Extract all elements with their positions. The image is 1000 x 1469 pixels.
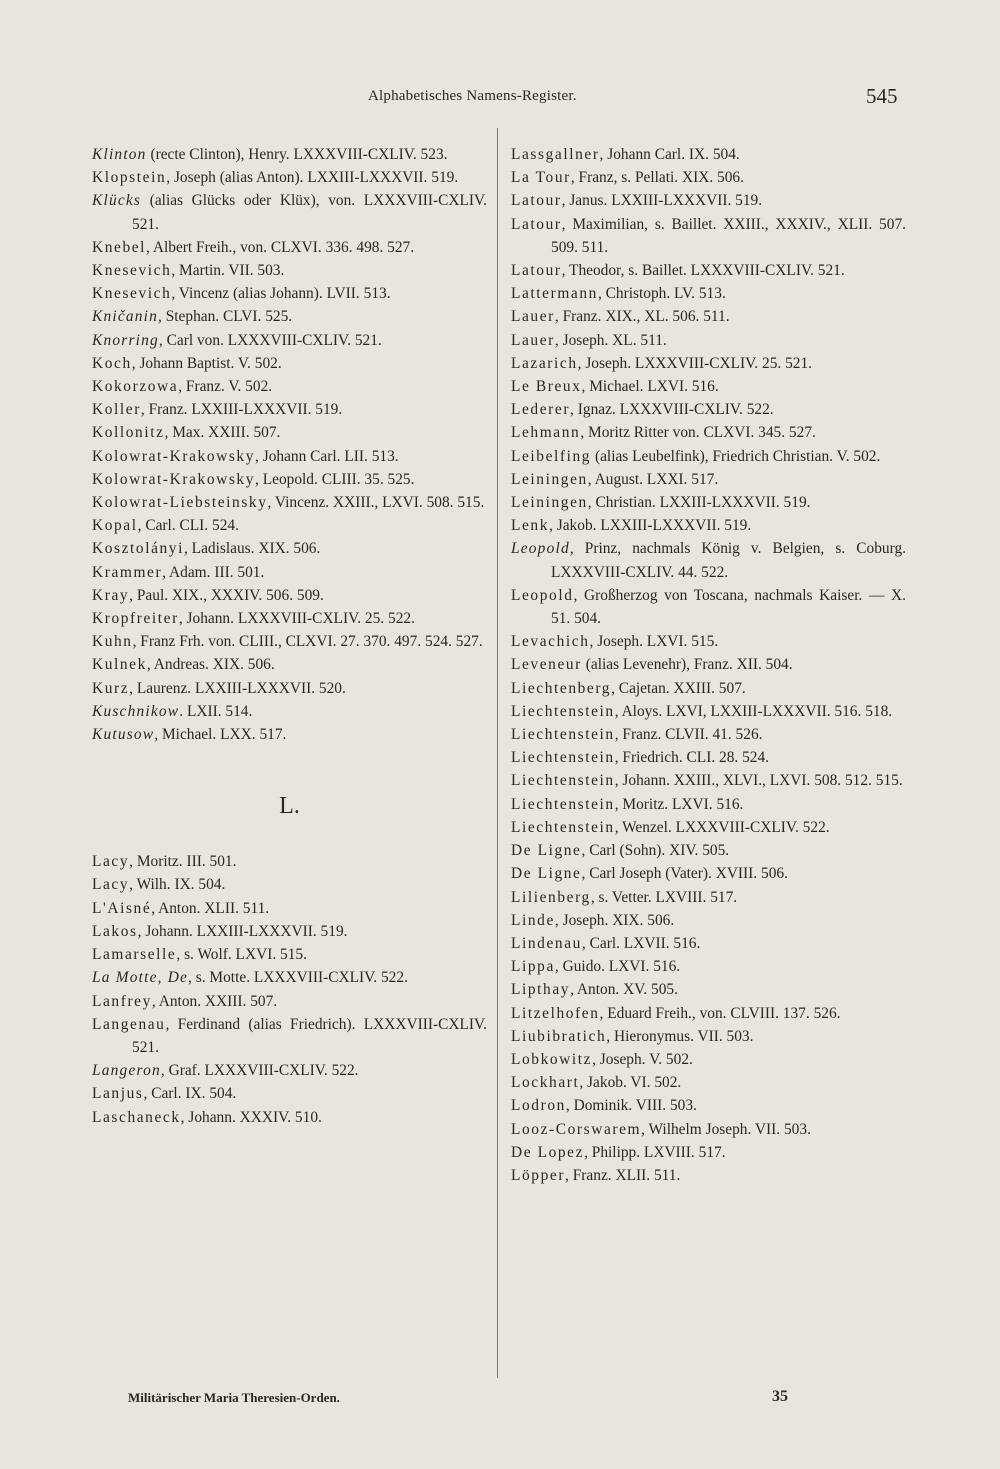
entry-references: , Christoph. LV. 513. — [597, 285, 726, 303]
index-entry — [92, 329, 487, 352]
entry-references: , Franz, s. Pellati. XIX. 506. — [570, 169, 744, 187]
index-entry — [92, 630, 487, 653]
index-entry — [92, 282, 487, 305]
index-entry — [92, 236, 487, 259]
index-entry — [511, 305, 906, 328]
entry-name: Lacy — [92, 876, 130, 894]
entry-references: , Maximilian, s. Baillet. XXIII., XXXIV., XLII. 507. 509. 511. — [551, 215, 906, 256]
index-entry — [92, 873, 487, 896]
entry-references: , Wilhelm Joseph. VII. 503. — [641, 1120, 811, 1138]
entry-name: Kosztolányi — [92, 540, 184, 558]
entry-references: , Johann Carl. LII. 513. — [255, 447, 399, 465]
index-entry — [511, 189, 906, 212]
entry-references: , Anton. XLII. 511. — [151, 899, 270, 917]
entry-references: , Moritz Ritter von. CLXVI. 345. 527. — [580, 424, 816, 442]
entry-name: Kolowrat-Liebsteinsky — [92, 494, 268, 512]
entry-references: , Joseph. V. 502. — [592, 1050, 693, 1068]
entry-references: , Ladislaus. XIX. 506. — [183, 540, 321, 558]
entry-references: , Franz. CLVII. 41. 526. — [614, 726, 763, 744]
entry-references: , Philipp. LXVIII. 517. — [584, 1143, 726, 1161]
entry-name: Kutusow — [92, 726, 155, 744]
entry-references: , Johann. XXXIV. 510. — [180, 1108, 322, 1126]
entry-name: Kurz — [92, 679, 130, 697]
entry-name: Liechtenstein — [511, 772, 615, 790]
index-entry — [511, 886, 906, 909]
entry-name: Kopal — [92, 517, 138, 535]
index-entry — [92, 537, 487, 560]
entry-name: La Motte, De — [92, 969, 189, 987]
index-entry — [511, 862, 906, 885]
entry-references: , Carl (Sohn). XIV. 505. — [581, 842, 730, 860]
index-entry — [92, 1013, 487, 1059]
entry-references: , August. LXXI. 517. — [587, 470, 719, 488]
entry-references: , Guido. LXVI. 516. — [554, 958, 681, 976]
index-entry — [511, 584, 906, 630]
entry-name: Kolowrat-Krakowsky — [92, 470, 256, 488]
index-entry — [92, 897, 487, 920]
entry-references: , Carl Joseph (Vater). XVIII. 506. — [581, 865, 788, 883]
index-entry — [92, 966, 487, 989]
signature-number: 35 — [772, 1388, 788, 1405]
index-entry — [92, 445, 487, 468]
index-entry — [92, 259, 487, 282]
l-entries — [92, 850, 487, 1128]
entry-references: , Joseph. LXXXVIII-CXLIV. 25. 521. — [577, 354, 813, 372]
entry-name: Lassgallner — [511, 146, 600, 163]
entry-name: L'Aisné — [92, 899, 152, 917]
entry-name: Leiningen — [511, 494, 588, 512]
index-entry — [511, 978, 906, 1001]
entry-references: , Vincenz. XXIII., LXVI. 508. 515. — [267, 494, 485, 512]
entry-references: , Michael. LXVI. 516. — [581, 378, 719, 396]
entry-references: , Andreas. XIX. 506. — [146, 656, 275, 674]
entry-references: (alias Glücks oder Klüx), von. LXXXVIII-CXLIV. 521. — [132, 192, 487, 233]
entry-references: , Vincenz (alias Johann). LVII. 513. — [171, 285, 391, 303]
index-entry — [511, 769, 906, 792]
entry-references: , Großherzog von Toscana, nachmals Kaiser. — X. 51. 504. — [551, 586, 906, 628]
entry-name: Leibelfing — [511, 447, 592, 465]
index-entry — [511, 514, 906, 537]
entry-references: , Stephan. CLVI. 525. — [158, 308, 293, 326]
index-entry — [511, 700, 906, 723]
entry-references: , Adam. III. 501. — [162, 563, 265, 581]
entry-name: De Ligne — [511, 842, 582, 860]
entry-name: Lanfrey — [92, 992, 152, 1010]
index-entry — [92, 491, 487, 514]
entry-name: Lipthay — [511, 981, 571, 999]
entry-references: , Aloys. LXVI, LXXIII-LXXXVII. 516. 518. — [614, 702, 893, 720]
index-entry — [92, 1106, 487, 1129]
entry-references: , Albert Freih., von. CLXVI. 336. 498. 527. — [146, 238, 415, 256]
index-entry — [511, 677, 906, 700]
index-entry — [511, 259, 906, 282]
index-entry — [511, 1141, 906, 1164]
entry-references: , Prinz, nachmals König v. Belgien, s. Coburg. LXXXVIII-CXLIV. 44. 522. — [551, 540, 906, 581]
entry-name: Lacy — [92, 853, 130, 871]
entry-references: , Michael. LXX. 517. — [154, 726, 287, 744]
entry-references: , Carl von. LXXXVIII-CXLIV. 521. — [158, 331, 382, 349]
index-entry — [92, 700, 487, 723]
entry-references: , Franz. XLII. 511. — [565, 1166, 681, 1184]
entry-name: Litzelhofen — [511, 1004, 600, 1022]
entry-name: Leopold — [511, 586, 574, 604]
entry-references: , Joseph. LXVI. 515. — [589, 633, 719, 651]
entry-name: Liechtenberg — [511, 679, 612, 697]
entry-name: De Lopez — [511, 1143, 585, 1161]
page-number: 545 — [866, 84, 898, 108]
entry-name: Leiningen — [511, 470, 588, 488]
entry-name: Lenk — [511, 517, 550, 535]
index-entry — [92, 398, 487, 421]
index-entry — [511, 653, 906, 676]
index-entry — [92, 943, 487, 966]
index-entry — [511, 1048, 906, 1071]
index-entry — [511, 909, 906, 932]
index-entry — [92, 421, 487, 444]
entry-references: , Laurenz. LXXIII-LXXXVII. 520. — [129, 679, 346, 697]
entry-name: Krammer — [92, 563, 163, 581]
entry-name: Latour — [511, 262, 562, 280]
entry-references: , Moritz. III. 501. — [129, 853, 237, 871]
entry-references: , Wenzel. LXXXVIII-CXLIV. 522. — [614, 818, 830, 836]
entry-references: , Franz. XIX., XL. 506. 511. — [554, 308, 730, 326]
index-entry — [92, 723, 487, 746]
index-entry — [92, 375, 487, 398]
footer-signature: Militärischer Maria Theresien-Orden. — [128, 1390, 340, 1405]
entry-name: Leopold — [511, 540, 570, 558]
entry-references: , s. Wolf. LXVI. 515. — [176, 946, 307, 964]
right-column — [511, 143, 906, 1187]
entry-references: , Theodor, s. Baillet. LXXXVIII-CXLIV. 521. — [561, 262, 845, 280]
entry-name: Klopstein — [92, 169, 167, 187]
entry-references: , Max. XXIII. 507. — [164, 424, 281, 442]
entry-name: Koch — [92, 354, 132, 372]
entry-name: Knebel — [92, 238, 147, 256]
entry-name: Koller — [92, 401, 141, 419]
entry-references: , Jakob. LXXIII-LXXXVII. 519. — [549, 517, 752, 535]
entry-name: Lakos — [92, 922, 138, 940]
running-header: Alphabetisches Namens-Register. — [368, 88, 577, 104]
index-entry — [511, 166, 906, 189]
k-entries — [92, 143, 487, 746]
entry-references: , Carl. LXVII. 516. — [581, 934, 701, 952]
entry-name: Langenau — [92, 1015, 166, 1033]
index-entry — [92, 584, 487, 607]
entry-references: , Jakob. VI. 502. — [579, 1074, 682, 1092]
entry-references: , Anton. XV. 505. — [570, 981, 678, 999]
entry-name: Lindenau — [511, 934, 582, 952]
entry-references: , s. Vetter. LXVIII. 517. — [590, 888, 738, 906]
entry-references: , Ignaz. LXXXVIII-CXLIV. 522. — [570, 401, 774, 419]
entry-references: , Eduard Freih., von. CLVIII. 137. 526. — [599, 1004, 841, 1022]
index-entry — [92, 677, 487, 700]
entry-name: Latour — [511, 192, 562, 210]
index-entry — [511, 398, 906, 421]
entry-name: Löpper — [511, 1166, 566, 1184]
index-entry — [92, 1059, 487, 1082]
entry-name: Kokorzowa — [92, 378, 179, 396]
index-entry — [511, 1002, 906, 1025]
entry-references: , Joseph. XL. 511. — [554, 331, 667, 349]
entry-name: Kray — [92, 586, 130, 604]
entry-references: . LXII. 514. — [179, 702, 253, 720]
entry-name: Liechtenstein — [511, 795, 615, 813]
index-entry — [511, 932, 906, 955]
entry-name: Knesevich — [92, 285, 172, 303]
entry-references: , Wilh. IX. 504. — [129, 876, 226, 894]
column-divider — [497, 128, 498, 1378]
entry-references: , Leopold. CLIII. 35. 525. — [255, 470, 415, 488]
index-entry — [92, 990, 487, 1013]
entry-name: Kuhn — [92, 633, 133, 651]
entry-references: , Franz. V. 502. — [178, 378, 273, 396]
entry-name: Klinton — [92, 146, 147, 163]
entry-name: Leveneur — [511, 656, 582, 674]
entry-name: La Tour — [511, 169, 571, 187]
index-entry — [511, 143, 906, 166]
index-entry — [511, 1025, 906, 1048]
entry-name: Kničanin — [92, 308, 159, 326]
entry-references: , Carl. IX. 504. — [143, 1085, 237, 1103]
entry-name: Knesevich — [92, 262, 172, 280]
entry-name: Klücks — [92, 192, 142, 210]
entry-name: Lattermann — [511, 285, 598, 303]
entry-name: Kuschnikow — [92, 702, 180, 720]
index-entry — [511, 1071, 906, 1094]
index-entry — [92, 561, 487, 584]
index-entry — [511, 282, 906, 305]
index-entry — [92, 920, 487, 943]
entry-references: , Ferdinand (alias Friedrich). LXXXVIII-CXLIV. 521. — [132, 1015, 487, 1056]
entry-references: , Graf. LXXXVIII-CXLIV. 522. — [160, 1062, 359, 1080]
index-entry — [92, 850, 487, 873]
entry-references: , Hieronymus. VII. 503. — [606, 1027, 754, 1045]
entry-name: Lockhart — [511, 1074, 580, 1092]
entry-name: Linde — [511, 911, 555, 929]
index-entry — [511, 468, 906, 491]
entry-references: , Cajetan. XXIII. 507. — [611, 679, 746, 697]
entry-references: , Johann. LXXXVIII-CXLIV. 25. 522. — [178, 610, 415, 628]
entry-references: , Johann Baptist. V. 502. — [131, 354, 282, 372]
entry-references: , Carl. CLI. 524. — [137, 517, 239, 535]
entry-name: Lodron — [511, 1097, 566, 1115]
entry-name: Liubibratich — [511, 1027, 607, 1045]
index-entry — [511, 445, 906, 468]
index-entry — [92, 166, 487, 189]
entry-references: , Joseph. XIX. 506. — [554, 911, 675, 929]
entry-references: , Friedrich. CLI. 28. 524. — [614, 749, 770, 767]
index-entry — [92, 143, 487, 166]
entry-name: Lederer — [511, 401, 571, 419]
index-entry — [511, 375, 906, 398]
entry-references: , Christian. LXXIII-LXXXVII. 519. — [587, 494, 811, 512]
entry-name: Laschaneck — [92, 1108, 181, 1126]
l-entries-continued — [511, 143, 906, 1187]
entry-name: Liechtenstein — [511, 818, 615, 836]
entry-name: Lilienberg — [511, 888, 591, 906]
entry-name: Liechtenstein — [511, 702, 615, 720]
entry-references: , Paul. XIX., XXXIV. 506. 509. — [129, 586, 324, 604]
entry-references: , Janus. LXXIII-LXXXVII. 519. — [561, 192, 763, 210]
index-entry — [92, 352, 487, 375]
index-entry — [92, 189, 487, 235]
entry-references: , Franz Frh. von. CLIII., CLXVI. 27. 370. 497. 524. 527. — [132, 633, 483, 651]
entry-references: , Joseph (alias Anton). LXXIII-LXXXVII. 519. — [166, 169, 459, 187]
entry-name: Langeron — [92, 1062, 161, 1080]
entry-name: Kropfreiter — [92, 610, 179, 628]
entry-name: Kollonitz — [92, 424, 165, 442]
index-entry — [92, 607, 487, 630]
entry-name: Looz-Corswarem — [511, 1120, 642, 1138]
index-entry — [511, 421, 906, 444]
entry-name: Lazarich — [511, 354, 578, 372]
index-entry — [511, 329, 906, 352]
entry-references: , Johann. LXXIII-LXXXVII. 519. — [137, 922, 348, 940]
entry-references: , Anton. XXIII. 507. — [151, 992, 278, 1010]
index-entry — [511, 1118, 906, 1141]
index-entry — [511, 816, 906, 839]
left-column — [92, 143, 487, 1129]
entry-references: (alias Leubelfink), Friedrich Christian. V. 502. — [591, 447, 881, 465]
index-entry — [92, 1082, 487, 1105]
index-entry — [92, 653, 487, 676]
entry-name: Knorring — [92, 331, 159, 349]
index-entry — [92, 305, 487, 328]
entry-name: Lippa — [511, 958, 555, 976]
entry-references: (alias Levenehr), Franz. XII. 504. — [581, 656, 793, 674]
entry-references: , Martin. VII. 503. — [171, 262, 285, 280]
index-entry — [511, 1094, 906, 1117]
index-entry — [511, 955, 906, 978]
entry-name: Liechtenstein — [511, 726, 615, 744]
index-entry — [511, 723, 906, 746]
index-entry — [511, 793, 906, 816]
entry-references: (recte Clinton), Henry. LXXXVIII-CXLIV. 523. — [146, 146, 448, 163]
entry-name: Latour — [511, 215, 562, 233]
entry-references: , Johann Carl. IX. 504. — [599, 146, 740, 163]
section-letter-l: L. — [279, 793, 300, 820]
entry-name: Lehmann — [511, 424, 581, 442]
index-entry — [511, 491, 906, 514]
entry-name: Lobkowitz — [511, 1050, 593, 1068]
index-entry — [511, 630, 906, 653]
entry-name: De Ligne — [511, 865, 582, 883]
index-entry — [511, 213, 906, 259]
entry-name: Liechtenstein — [511, 749, 615, 767]
index-entry — [511, 537, 906, 583]
index-entry — [511, 839, 906, 862]
entry-references: , Johann. XXIII., XLVI., LXVI. 508. 512. 515. — [614, 772, 903, 790]
entry-name: Lauer — [511, 331, 555, 349]
entry-name: Kolowrat-Krakowsky — [92, 447, 256, 465]
entry-name: Kulnek — [92, 656, 147, 674]
entry-name: Le Breux — [511, 378, 582, 396]
entry-name: Levachich — [511, 633, 590, 651]
entry-references: , s. Motte. LXXXVIII-CXLIV. 522. — [188, 969, 408, 987]
index-entry — [92, 514, 487, 537]
index-entry — [511, 746, 906, 769]
entry-name: Lamarselle — [92, 946, 177, 964]
entry-name: Lauer — [511, 308, 555, 326]
entry-references: , Franz. LXXIII-LXXXVII. 519. — [140, 401, 343, 419]
index-entry — [511, 352, 906, 375]
index-entry — [511, 1164, 906, 1187]
entry-name: Lanjus — [92, 1085, 144, 1103]
entry-references: , Dominik. VIII. 503. — [565, 1097, 697, 1115]
index-entry — [92, 468, 487, 491]
entry-references: , Moritz. LXVI. 516. — [614, 795, 744, 813]
